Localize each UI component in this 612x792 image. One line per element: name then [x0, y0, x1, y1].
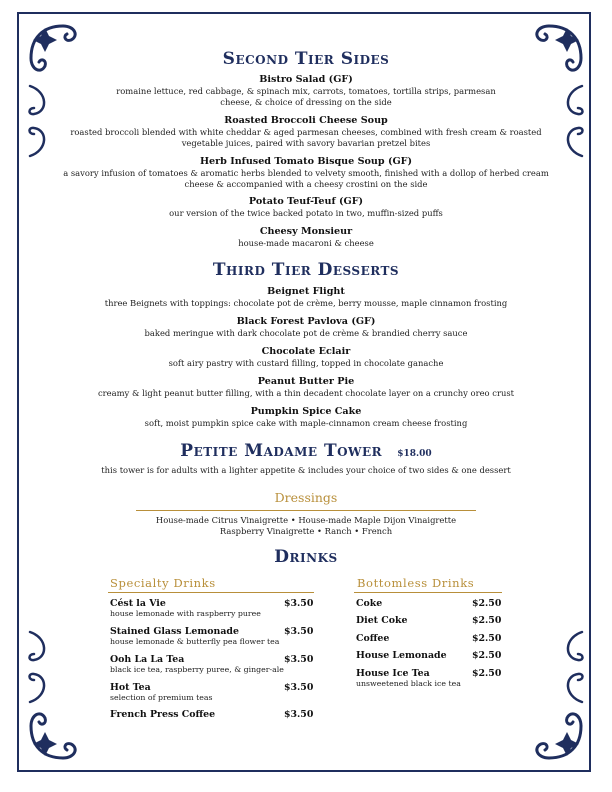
- menu-item-name: Potato Teuf-Teuf (GF): [248, 196, 364, 207]
- menu-item-name: Peanut Butter Pie: [257, 376, 355, 387]
- drink-item: [356, 615, 504, 626]
- petite-tower-description: this tower is for adults with a lighter appetite & includes your choice of two sides & one dessert: [101, 465, 511, 475]
- drink-price: $2.50: [472, 598, 502, 609]
- menu-item-description: soft airy pastry with custard filling, topped in chocolate ganache: [168, 358, 444, 368]
- drink-price: $2.50: [472, 615, 502, 626]
- petite-tower-title: Petite Madame Tower: [180, 441, 383, 461]
- specialty-drinks-title: Specialty Drinks: [110, 576, 216, 590]
- drink-item: [110, 654, 314, 674]
- drink-item: [356, 650, 504, 661]
- drink-name: Cést la Vie: [110, 598, 166, 609]
- dressings-line: Raspberry Vinaigrette • Ranch • French: [219, 526, 393, 536]
- menu-item-name: Cheesy Monsieur: [259, 226, 353, 237]
- menu-item-name: Pumpkin Spice Cake: [250, 406, 362, 417]
- scroll-flourish-icon: [560, 628, 586, 706]
- drink-name: Coke: [356, 598, 383, 609]
- menu-item-description: our version of the twice backed potato in two, muffin-sized puffs: [169, 208, 443, 218]
- menu-item-description: creamy & light peanut butter filling, with a thin decadent chocolate layer on a crunchy oreo crust: [97, 388, 515, 398]
- bottomless-drinks-title: Bottomless Drinks: [357, 576, 475, 590]
- menu-item-name: Chocolate Eclair: [261, 346, 351, 357]
- menu-item: [0, 376, 612, 399]
- menu-item-name: Beignet Flight: [267, 286, 345, 297]
- drink-item: [356, 633, 504, 644]
- menu-item-name: Bistro Salad (GF): [259, 74, 353, 85]
- drink-description: house lemonade with raspberry puree: [110, 609, 261, 618]
- dressings-line: House-made Citrus Vinaigrette • House-made Maple Dijon Vinaigrette: [155, 515, 457, 525]
- specialty-drinks-divider: [108, 592, 314, 593]
- drink-price: $3.50: [284, 654, 314, 665]
- menu-item-description: soft, moist pumpkin spice cake with maple-cinnamon cream cheese frosting: [144, 418, 468, 428]
- dressings-title: Dressings: [274, 490, 338, 505]
- menu-item: [0, 115, 612, 149]
- drink-description: unsweetened black ice tea: [356, 679, 461, 688]
- drink-item: [356, 668, 504, 688]
- menu-item-name: Roasted Broccoli Cheese Soup: [224, 115, 388, 126]
- drink-description: house lemonade & butterfly pea flower tea: [110, 637, 280, 646]
- bottomless-drinks-divider: [354, 592, 502, 593]
- drink-price: $3.50: [284, 709, 314, 720]
- drink-description: black ice tea, raspberry puree, & ginger-ale: [110, 665, 284, 674]
- menu-item: [0, 226, 612, 249]
- drink-name: Diet Coke: [356, 615, 408, 626]
- menu-item: [0, 406, 612, 429]
- menu-item-description: romaine lettuce, red cabbage, & spinach mix, carrots, tomatoes, tortilla strips, parmesan cheese, & choice of dressing on the side: [116, 86, 496, 107]
- drink-name: House Ice Tea: [356, 668, 430, 679]
- drink-price: $2.50: [472, 633, 502, 644]
- desserts-section-title: Third Tier Desserts: [212, 260, 400, 280]
- drink-item: [110, 709, 314, 720]
- drink-name: French Press Coffee: [110, 709, 216, 720]
- menu-item: [0, 196, 612, 219]
- drink-name: Coffee: [356, 633, 390, 644]
- menu-item-description: three Beignets with toppings: chocolate pot de crème, berry mousse, maple cinnamon frosting: [104, 298, 508, 308]
- menu-item: [0, 346, 612, 369]
- dressings-divider: [136, 510, 476, 511]
- sides-section-title: Second Tier Sides: [222, 49, 390, 69]
- scroll-flourish-icon: [26, 628, 52, 706]
- drink-name: Hot Tea: [110, 682, 151, 693]
- drink-item: [110, 598, 314, 618]
- menu-item: [0, 316, 612, 339]
- drink-price: $3.50: [284, 598, 314, 609]
- drink-name: Ooh La La Tea: [110, 654, 185, 665]
- petite-tower-price: $18.00: [397, 449, 432, 459]
- drink-price: $3.50: [284, 682, 314, 693]
- menu-item-description: baked meringue with dark chocolate pot de crème & brandied cherry sauce: [144, 328, 468, 338]
- menu-item-description: house-made macaroni & cheese: [238, 238, 374, 248]
- drink-name: House Lemonade: [356, 650, 447, 661]
- drink-price: $2.50: [472, 668, 502, 679]
- drinks-section-title: Drinks: [274, 547, 338, 567]
- menu-item-name: Herb Infused Tomato Bisque Soup (GF): [199, 156, 413, 167]
- menu-item-name: Black Forest Pavlova (GF): [236, 316, 376, 327]
- drink-item: [110, 626, 314, 646]
- menu-item-description: a savory infusion of tomatoes & aromatic herbs blended to velvety smooth, finished with a dollop of herbed cream cheese & accompanied with a cheesy crostini on the side: [63, 168, 549, 189]
- drink-description: selection of premium teas: [110, 693, 213, 702]
- drink-price: $2.50: [472, 650, 502, 661]
- menu-item-description: roasted broccoli blended with white cheddar & aged parmesan cheeses, combined with fresh cream & roasted vegetable juices, paired with savory bavarian pretzel bites: [70, 127, 542, 148]
- menu-item: [0, 156, 612, 190]
- menu-item: [0, 286, 612, 309]
- drink-item: [110, 682, 314, 702]
- fleur-de-lis-scroll-icon: [23, 704, 85, 766]
- petite-tower-heading: [0, 441, 612, 461]
- fleur-de-lis-scroll-icon: [527, 704, 589, 766]
- drink-name: Stained Glass Lemonade: [110, 626, 239, 637]
- drink-item: [356, 598, 504, 609]
- drink-price: $3.50: [284, 626, 314, 637]
- menu-item: [0, 74, 612, 108]
